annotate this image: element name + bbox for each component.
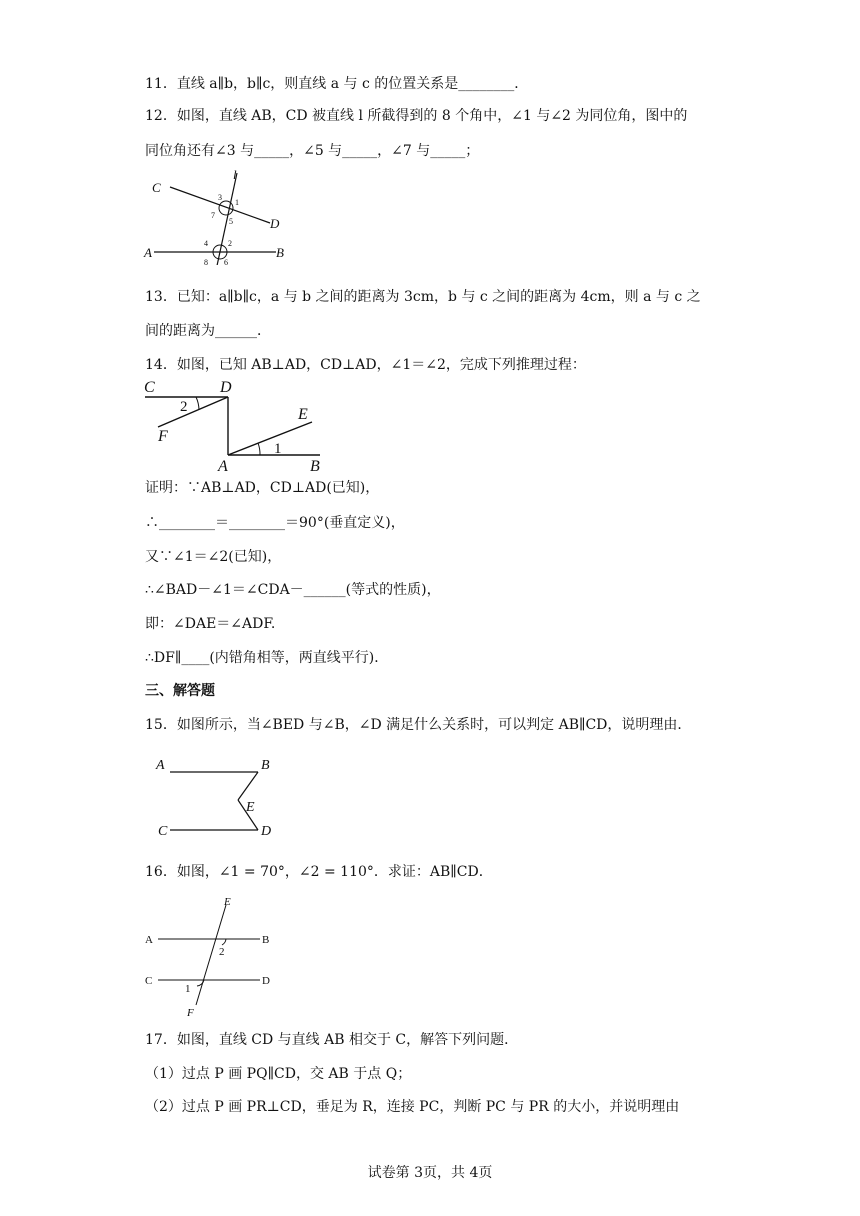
proof-line-6: ∴DF∥____(内错角相等，两直线平行)． [145,650,389,666]
label-F: F [158,428,168,445]
angle-2: 2 [219,946,225,958]
proof-line-2: ∴________＝________＝90°(垂直定义)， [145,515,405,531]
label-B: B [310,458,320,475]
angle-1: 1 [235,198,239,207]
figure-q14 [140,375,330,475]
question-11: 11．直线 a∥b，b∥c，则直线 a 与 c 的位置关系是________． [145,76,529,92]
label-C: C [144,379,155,396]
proof-line-5: 即：∠DAE＝∠ADF. [145,616,276,632]
label-D: D [220,379,232,396]
label-D: D [270,216,280,231]
label-E: E [224,896,231,908]
question-17-part-1: （1）过点 P 画 PQ∥CD，交 AB 于点 Q； [145,1066,412,1082]
question-12-line-1: 12．如图，直线 AB，CD 被直线 l 所截得到的 8 个角中，∠1 与∠2 为同位角，图中的 [145,108,688,124]
figure-q16 [140,893,290,1018]
label-B: B [261,758,270,773]
question-13-line-2: 间的距离为______． [145,323,271,339]
label-D: D [261,824,272,839]
section-heading: 三、解答题 [145,683,215,699]
label-B: B [276,245,284,260]
label-A: A [145,934,153,946]
angle-2: 2 [228,239,232,248]
question-15: 15．如图所示，当∠BED 与∠B，∠D 满足什么关系时，可以判定 AB∥CD，说明理由． [145,717,692,733]
figure-q15 [150,752,285,842]
label-A: A [218,458,228,475]
question-17: 17．如图，直线 CD 与直线 AB 相交于 C，解答下列问题． [145,1032,519,1048]
label-C: C [152,180,161,195]
angle-1: 1 [274,441,282,457]
angle-4: 4 [204,239,208,248]
proof-line-3: 又∵∠1＝∠2(已知)， [145,549,282,565]
question-12-line-2: 同位角还有∠3 与_____，∠5 与_____，∠7 与_____； [145,143,480,159]
label-C: C [145,975,153,987]
label-C: C [158,824,168,839]
label-B: B [262,934,270,946]
question-13-line-1: 13．已知：a∥b∥c，a 与 b 之间的距离为 3cm，b 与 c 之间的距离为 4cm，则 a 与 c 之 [145,289,701,305]
angle-8: 8 [204,258,208,265]
label-E: E [246,800,255,815]
angle-2: 2 [180,399,188,415]
label-E: E [298,406,308,423]
angle-3: 3 [218,193,222,202]
label-F: F [187,1007,194,1018]
angle-6: 6 [224,258,228,265]
label-A: A [156,758,165,773]
label-l: l [233,167,237,182]
angle-1: 1 [185,983,191,995]
angle-5: 5 [229,217,233,226]
question-16: 16．如图，∠1 = 70°，∠2 = 110°．求证：AB∥CD． [145,864,493,880]
angle-7: 7 [211,211,215,220]
page-footer: 试卷第 3页，共 4页 [367,1165,493,1181]
figure-q12 [140,165,300,265]
label-A: A [144,245,152,260]
proof-line-1: 证明：∵AB⊥AD，CD⊥AD(已知)， [145,480,380,496]
question-14: 14．如图，已知 AB⊥AD，CD⊥AD，∠1＝∠2，完成下列推理过程： [145,357,586,373]
proof-line-4: ∴∠BAD－∠1＝∠CDA－______(等式的性质)， [145,582,441,598]
label-D: D [262,975,270,987]
question-17-part-2: （2）过点 P 画 PR⊥CD，垂足为 R，连接 PC，判断 PC 与 PR 的大小，并说明理由 [145,1099,680,1115]
